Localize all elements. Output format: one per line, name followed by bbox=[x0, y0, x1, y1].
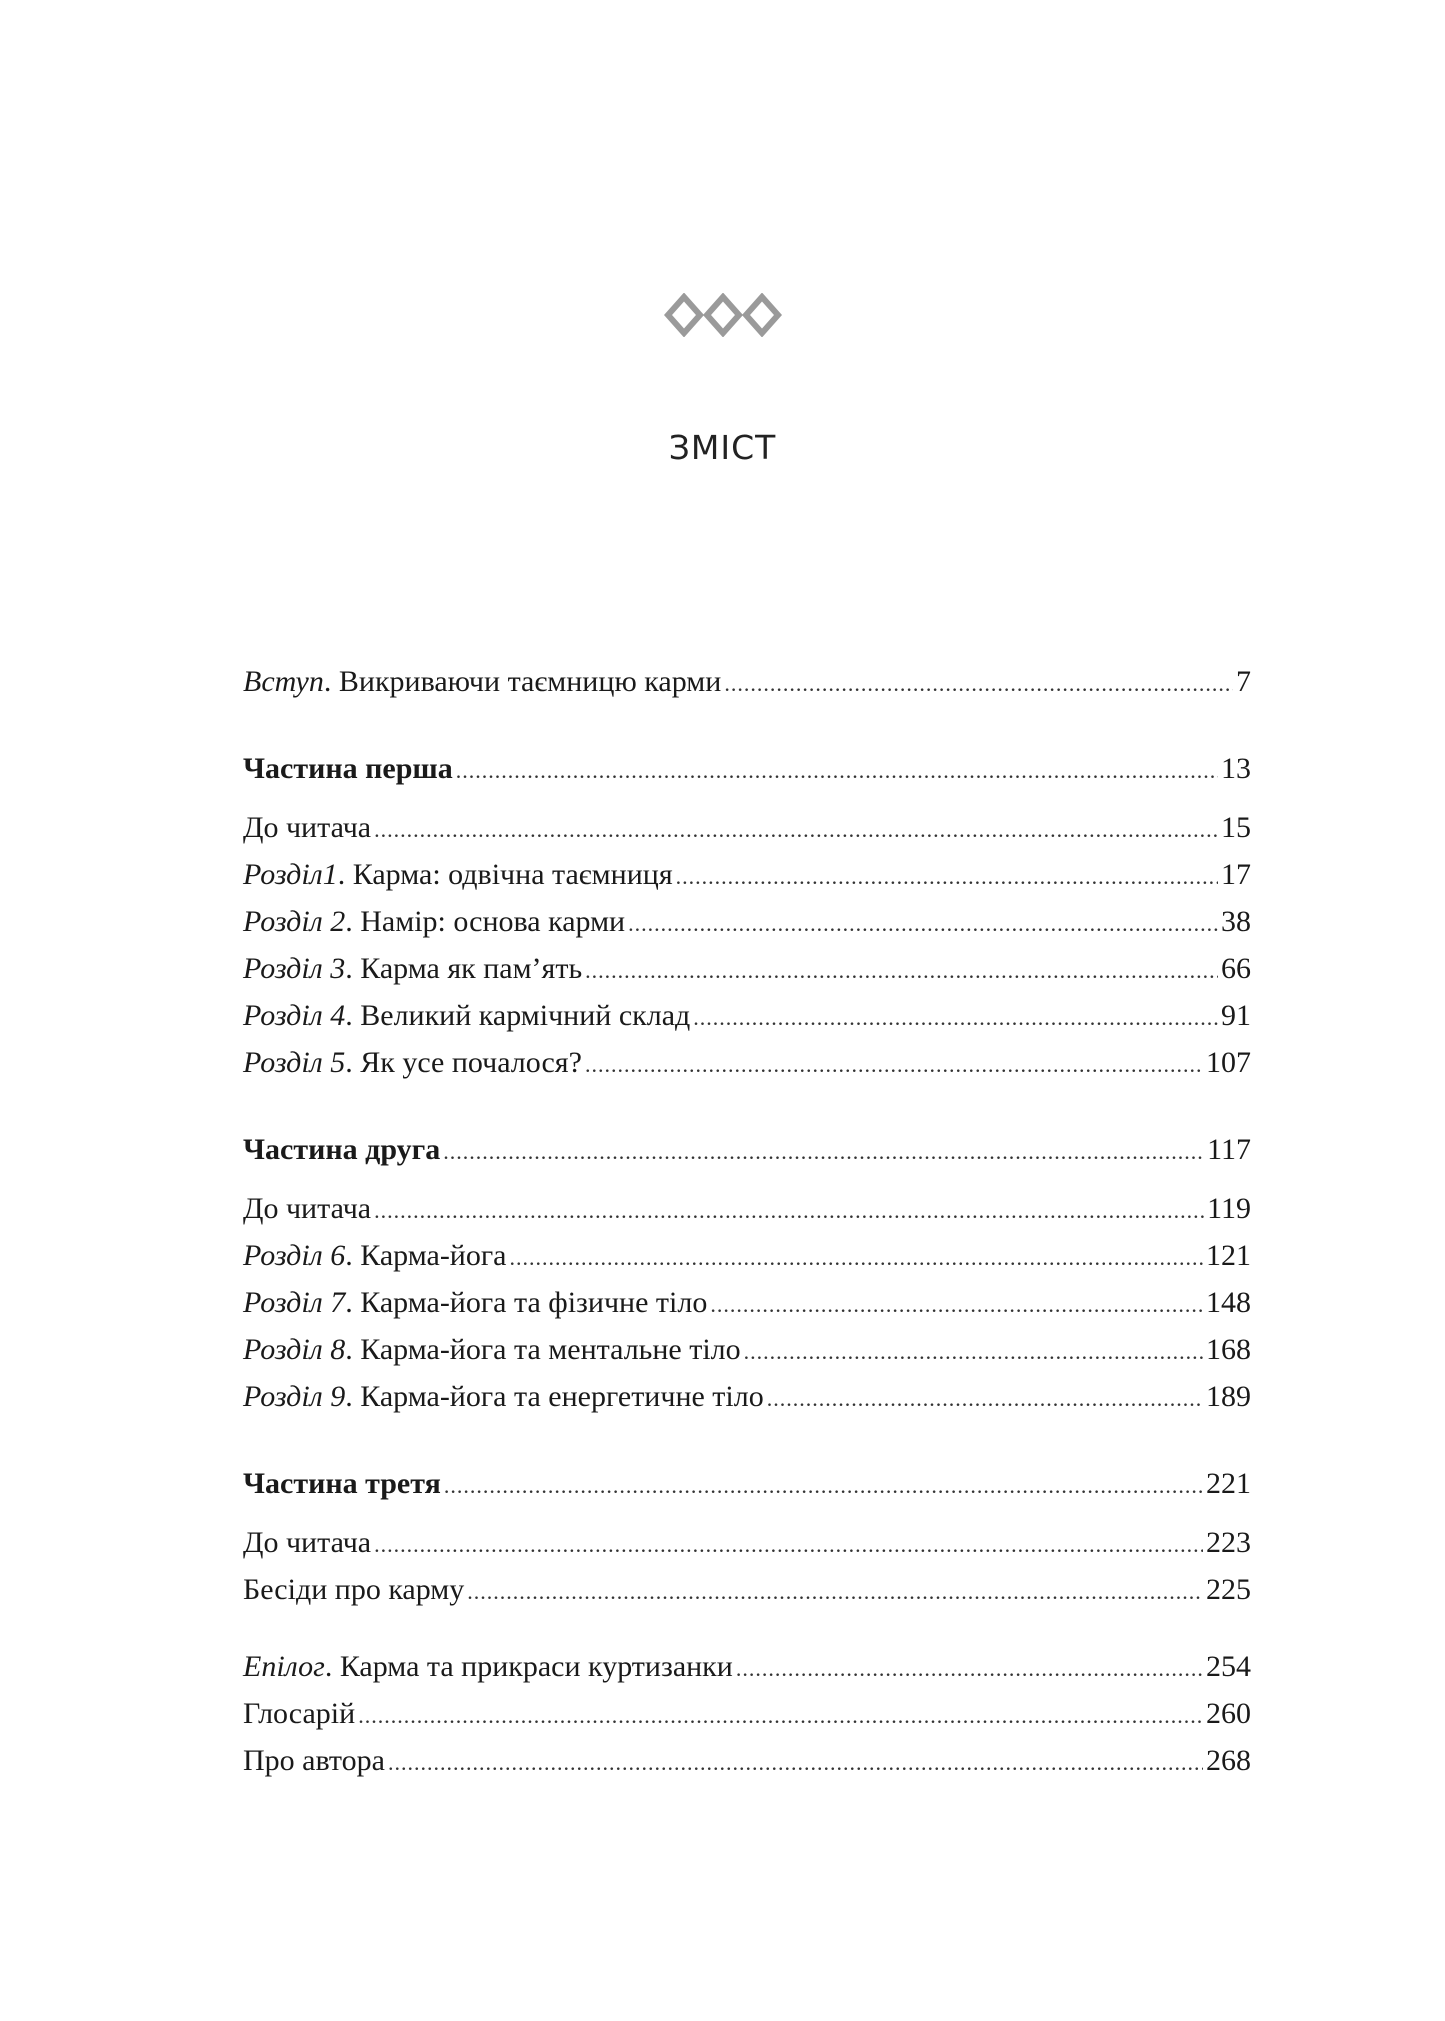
page-number: 117 bbox=[1207, 1133, 1251, 1166]
entry-text: Карма-йога та фізичне тіло bbox=[360, 1286, 708, 1319]
table-of-contents bbox=[243, 658, 1251, 1784]
page-number: 13 bbox=[1221, 752, 1251, 785]
toc-entry[interactable] bbox=[243, 804, 1251, 851]
dot-leader bbox=[676, 853, 1218, 900]
page-number: 121 bbox=[1206, 1239, 1251, 1272]
entry-label: Розділ 8 bbox=[243, 1333, 346, 1366]
dot-leader bbox=[724, 660, 1233, 707]
entry-text: Карма: одвічна таємниця bbox=[352, 858, 673, 891]
dot-leader bbox=[744, 1328, 1203, 1375]
page-title: ЗМІСТ bbox=[668, 428, 777, 467]
entry-label: Розділ1 bbox=[243, 858, 338, 891]
page-number: 66 bbox=[1221, 952, 1251, 985]
toc-entry-about-author[interactable] bbox=[243, 1737, 1251, 1784]
entry-text: Викриваючи таємницю карми bbox=[338, 665, 722, 698]
page-number: 119 bbox=[1207, 1192, 1251, 1225]
page-number: 223 bbox=[1206, 1526, 1251, 1559]
toc-entry[interactable]: Розділ 6. Карма-йога ..... 121 bbox=[243, 1232, 1251, 1279]
entry-text: Про автора bbox=[243, 1744, 385, 1777]
entry-text: Карма як пам’ять bbox=[360, 952, 583, 985]
dot-leader bbox=[467, 1568, 1203, 1615]
entry-label: Розділ 4 bbox=[243, 999, 346, 1032]
entry-text: До читача bbox=[243, 1192, 372, 1225]
entry-text: До читача bbox=[243, 811, 372, 844]
page-number: 221 bbox=[1206, 1467, 1251, 1500]
entry-label: Розділ 9 bbox=[243, 1380, 346, 1413]
toc-entry-glossary[interactable] bbox=[243, 1690, 1251, 1737]
toc-entry[interactable] bbox=[243, 1566, 1251, 1613]
part-title: Частина друга bbox=[243, 1133, 441, 1166]
toc-part-3[interactable] bbox=[243, 1460, 1251, 1507]
toc-entry[interactable]: Розділ 5. Як усе почалося? ..... 107 bbox=[243, 1039, 1251, 1086]
page-number: 189 bbox=[1206, 1380, 1251, 1413]
toc-entry[interactable]: Розділ1. Карма: одвічна таємниця ..... 17 bbox=[243, 851, 1251, 898]
three-diamonds-icon bbox=[664, 293, 782, 337]
dot-leader bbox=[693, 994, 1218, 1041]
entry-text: Карма-йога bbox=[360, 1239, 507, 1272]
toc-entry[interactable]: Розділ 8. Карма-йога та ментальне тіло ..... 168 bbox=[243, 1326, 1251, 1373]
page-number: 260 bbox=[1206, 1697, 1251, 1730]
dot-leader bbox=[767, 1375, 1203, 1422]
dot-leader bbox=[388, 1739, 1203, 1786]
toc-entry[interactable]: Розділ 2. Намір: основа карми ..... 38 bbox=[243, 898, 1251, 945]
ornament bbox=[0, 293, 1445, 342]
entry-text: Глосарій bbox=[243, 1697, 356, 1730]
dot-leader bbox=[710, 1281, 1203, 1328]
page-number: 38 bbox=[1221, 905, 1251, 938]
entry-label: Розділ 3 bbox=[243, 952, 346, 985]
entry-text: До читача bbox=[243, 1526, 372, 1559]
page-number: 225 bbox=[1206, 1573, 1251, 1606]
entry-text: Бесіди про карму bbox=[243, 1573, 465, 1606]
toc-entry-intro[interactable] bbox=[243, 658, 1251, 705]
toc-entry[interactable]: Розділ 3. Карма як пам’ять ..... 66 bbox=[243, 945, 1251, 992]
entry-text: Великий кармічний склад bbox=[360, 999, 691, 1032]
dot-leader bbox=[374, 806, 1218, 853]
toc-part-2[interactable] bbox=[243, 1126, 1251, 1173]
entry-label: Розділ 2 bbox=[243, 905, 346, 938]
dot-leader bbox=[358, 1692, 1203, 1739]
toc-entry[interactable]: Розділ 9. Карма-йога та енергетичне тіло ..... 189 bbox=[243, 1373, 1251, 1420]
entry-label: Вступ bbox=[243, 665, 324, 698]
toc-entry[interactable]: Розділ 7. Карма-йога та фізичне тіло ..... 148 bbox=[243, 1279, 1251, 1326]
page-number: 107 bbox=[1206, 1046, 1251, 1079]
page-number: 268 bbox=[1206, 1744, 1251, 1777]
entry-text: Карма-йога та ментальне тіло bbox=[360, 1333, 741, 1366]
entry-label: Розділ 6 bbox=[243, 1239, 346, 1272]
toc-entry[interactable] bbox=[243, 1519, 1251, 1566]
toc-part-1[interactable] bbox=[243, 745, 1251, 792]
entry-label: Розділ 5 bbox=[243, 1046, 346, 1079]
dot-leader bbox=[585, 947, 1218, 994]
entry-label: Епілог bbox=[243, 1650, 325, 1683]
toc-entry[interactable] bbox=[243, 1185, 1251, 1232]
page-number: 91 bbox=[1221, 999, 1251, 1032]
dot-leader bbox=[736, 1645, 1203, 1692]
part-title: Частина третя bbox=[243, 1467, 441, 1500]
toc-entry-epilogue[interactable]: Епілог. Карма та прикраси куртизанки ..... 254 bbox=[243, 1643, 1251, 1690]
entry-text: Карма-йога та енергетичне тіло bbox=[360, 1380, 764, 1413]
page-number: 15 bbox=[1221, 811, 1251, 844]
toc-entry[interactable]: Розділ 4. Великий кармічний склад ..... 91 bbox=[243, 992, 1251, 1039]
dot-leader bbox=[456, 747, 1218, 794]
part-title: Частина перша bbox=[243, 752, 453, 785]
dot-leader bbox=[585, 1041, 1203, 1088]
dot-leader bbox=[628, 900, 1218, 947]
dot-leader bbox=[374, 1521, 1203, 1568]
entry-text: Намір: основа карми bbox=[360, 905, 626, 938]
dot-leader bbox=[510, 1234, 1204, 1281]
entry-text: Як усе почалося? bbox=[360, 1046, 582, 1079]
page-number: 17 bbox=[1221, 858, 1251, 891]
dot-leader bbox=[374, 1187, 1204, 1234]
entry-label: Розділ 7 bbox=[243, 1286, 346, 1319]
dot-leader bbox=[444, 1462, 1203, 1509]
entry-sep: . bbox=[323, 665, 339, 698]
page-number: 148 bbox=[1206, 1286, 1251, 1319]
page-number: 168 bbox=[1206, 1333, 1251, 1366]
dot-leader bbox=[443, 1128, 1204, 1175]
page-number: 7 bbox=[1236, 665, 1251, 698]
entry-text: Карма та прикраси куртизанки bbox=[339, 1650, 733, 1683]
page-number: 254 bbox=[1206, 1650, 1251, 1683]
